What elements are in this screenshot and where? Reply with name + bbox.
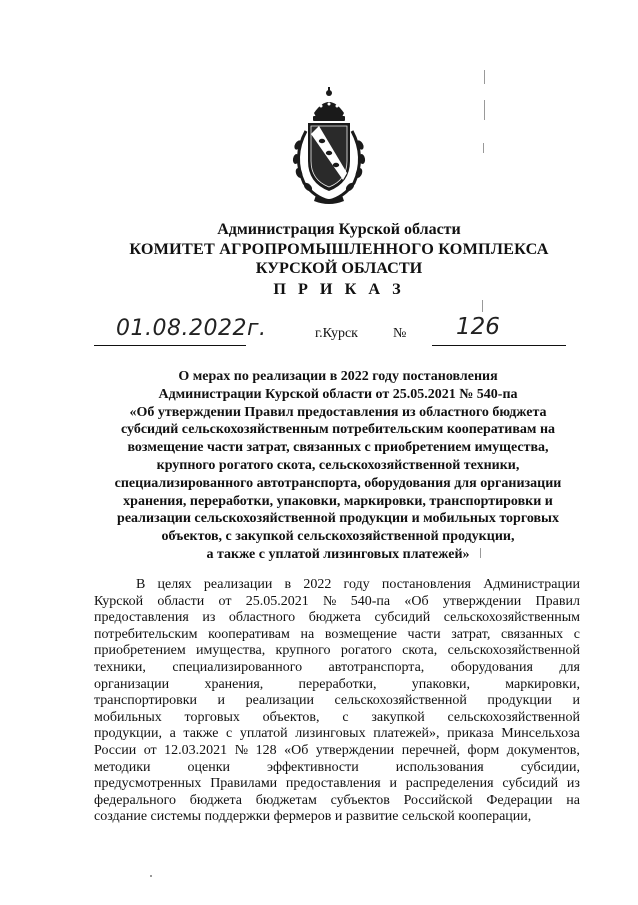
body-word: рогатого (340, 643, 392, 659)
body-word: из (202, 610, 216, 626)
body-word: приказа (447, 726, 494, 742)
body-line (94, 693, 580, 710)
body-word: специализированного (172, 659, 303, 675)
body-word: в (284, 577, 292, 592)
body-word: Российской (403, 792, 473, 808)
body-line (94, 710, 580, 727)
body-line (94, 577, 580, 594)
body-line (94, 627, 580, 644)
body-word: субъектов (330, 792, 390, 808)
title-line: специализированного автотранспорта, оборудования для организации (114, 475, 562, 491)
body-word: фермеров (273, 809, 335, 825)
body-word: техники, (94, 659, 146, 675)
body-word: области (157, 593, 205, 609)
body-word: 25.05.2021 (245, 593, 309, 609)
body-word: бюджета (308, 610, 361, 626)
body-word: продукции, (94, 726, 162, 742)
body-word: потребительским (94, 626, 198, 642)
body-line (94, 643, 580, 660)
title-line: реализации сельскохозяйственной продукции и мобильных торговых (117, 511, 559, 527)
body-word: поддержки (204, 809, 274, 825)
body-word: Правил (535, 593, 580, 609)
title-line: Администрации Курской области от 25.05.2021 № 540-па (158, 386, 518, 402)
body-word: сельской (402, 809, 459, 825)
body-word: с (342, 709, 349, 725)
title-line: объектов, с закупкой сельскохозяйственной продукции, (161, 529, 515, 545)
body-word: а (169, 726, 176, 742)
document-type: П Р И К А З (273, 280, 405, 298)
body-word: предоставления (94, 610, 189, 626)
body-word: субсидии, (520, 759, 580, 775)
coat-of-arms-icon (286, 87, 372, 207)
body-word: объектов, (262, 709, 320, 725)
body-word: 128 (255, 742, 277, 758)
body-word: № (234, 742, 249, 758)
scan-mark (150, 875, 152, 877)
issuing-authority: Администрация Курской области (217, 221, 461, 238)
body-line (94, 809, 580, 826)
body-word: торговых (184, 709, 240, 725)
title-line: «Об утверждении Правил предоставления из областного бюджета (129, 404, 547, 420)
title-line: возмещение части затрат, связанных с приобретением имущества, (127, 440, 549, 456)
body-word: сельскохозяйственным (443, 610, 580, 626)
body-word: организации (94, 676, 170, 692)
date-underline (94, 345, 246, 346)
body-word: переработки, (298, 676, 377, 692)
body-word: закупкой (371, 709, 425, 725)
number-sign: № (393, 326, 407, 341)
body-line (94, 610, 580, 627)
body-word: субсидий (374, 610, 431, 626)
body-word: предоставления (285, 776, 381, 792)
body-word: утверждении (442, 593, 522, 609)
body-word: Федерации (486, 792, 553, 808)
body-word: использования (395, 759, 484, 775)
body-word: реализации (203, 577, 273, 592)
body-word: на (300, 626, 315, 642)
body-word: кооперации, (458, 809, 532, 825)
body-word: связанных (500, 626, 564, 642)
scan-mark (480, 548, 481, 558)
number-underline (432, 345, 566, 346)
body-word: системы (150, 809, 205, 825)
body-line (94, 793, 580, 810)
body-word: также (183, 726, 219, 742)
body-word: кооперативам (208, 626, 290, 642)
body-word: на (566, 792, 580, 808)
body-word: транспортировки (94, 693, 198, 709)
body-word: части (407, 626, 441, 642)
body-word: эффективности (267, 759, 359, 775)
body-word: № (323, 593, 337, 609)
body-word: с (573, 626, 580, 642)
body-word: приобретением (94, 643, 186, 659)
body-word: автотранспорта, (328, 659, 425, 675)
scan-mark (484, 70, 485, 84)
body-paragraph (94, 577, 580, 826)
body-word: субсидий (502, 776, 559, 792)
order-date-handwritten: 01.08.2022г. (116, 316, 267, 341)
body-line (94, 743, 580, 760)
body-word: и (217, 693, 226, 709)
body-word: целях (157, 577, 192, 592)
body-word: Курской (94, 593, 144, 609)
body-word: развитие (345, 809, 403, 825)
body-word: предусмотренных (94, 776, 202, 792)
body-word: затрат, (451, 626, 491, 642)
body-word: «Об (404, 593, 429, 609)
title-line: субсидий сельскохозяйственным потребительским кооперативам на (120, 422, 556, 438)
committee-name: КОМИТЕТ АГРОПРОМЫШЛЕННОГО КОМПЛЕКСА (129, 240, 549, 258)
body-word: перечней, (401, 742, 461, 758)
body-word: уплатой (239, 726, 288, 742)
body-word: возмещение (324, 626, 397, 642)
title-line: хранения, переработки, упаковки, маркировки, транспортировки и (123, 493, 553, 509)
body-line (94, 677, 580, 694)
region-name: КУРСКОЙ ОБЛАСТИ (255, 259, 423, 277)
body-word: лизинговых (295, 726, 366, 742)
body-word: Минсельхоза (501, 726, 580, 742)
scan-mark (484, 100, 485, 120)
order-title (94, 368, 582, 564)
body-word: бюджета (189, 792, 242, 808)
body-word: 12.03.2021 (164, 742, 228, 758)
body-word: форм (467, 742, 500, 758)
body-word: федерального (94, 792, 177, 808)
body-word: «Об (284, 742, 309, 758)
body-line (94, 594, 580, 611)
body-word: создание (94, 809, 151, 825)
body-word: с (226, 726, 233, 742)
body-word: сельскохозяйственной (447, 643, 580, 659)
body-word: распределения (405, 776, 494, 792)
body-word: Администрации (483, 577, 580, 592)
body-line (94, 760, 580, 777)
body-word: хранения, (204, 676, 264, 692)
body-word: мобильных (94, 709, 162, 725)
body-word: для (559, 659, 580, 675)
body-word: методики (94, 759, 151, 775)
body-line (94, 660, 580, 677)
body-word: бюджетам (255, 792, 317, 808)
body-word: крупного (275, 643, 331, 659)
body-line (94, 776, 580, 793)
body-word: сельскохозяйственной (447, 709, 580, 725)
city-label: г.Курск (315, 326, 358, 341)
body-word: России (94, 742, 137, 758)
scan-mark (483, 143, 484, 153)
body-word: постановления (381, 577, 471, 592)
title-line: крупного рогатого скота, сельскохозяйственной техники, (156, 457, 520, 473)
body-word: реализации (245, 693, 314, 709)
body-word: сельскохозяйственной (334, 693, 467, 709)
body-word: областного (228, 610, 296, 626)
body-word: продукции (487, 693, 552, 709)
body-word: от (218, 593, 232, 609)
body-word: от (143, 742, 157, 758)
body-word: документов, (506, 742, 580, 758)
body-word: из (566, 776, 580, 792)
body-word: и (572, 693, 580, 709)
body-word: утверждении (315, 742, 395, 758)
body-word: Правилами (210, 776, 278, 792)
body-word: 2022 (303, 577, 332, 592)
body-word: и (389, 776, 397, 792)
body-word: имущества, (196, 643, 266, 659)
body-word: 540-па (350, 593, 391, 609)
body-word: году (343, 577, 370, 592)
body-word: упаковки, (411, 676, 470, 692)
scan-mark (482, 300, 483, 312)
body-word: платежей», (373, 726, 440, 742)
title-line: О мерах по реализации в 2022 году постановления (178, 369, 498, 384)
body-word: оборудования (450, 659, 533, 675)
title-line: а также с уплатой лизинговых платежей» (206, 546, 470, 562)
body-word: и (334, 809, 346, 825)
body-line (94, 726, 580, 743)
body-word: маркировки, (505, 676, 580, 692)
body-word: скота, (402, 643, 438, 659)
body-word: В (136, 577, 146, 592)
order-number-handwritten: 126 (456, 314, 500, 340)
body-word: оценки (187, 759, 231, 775)
